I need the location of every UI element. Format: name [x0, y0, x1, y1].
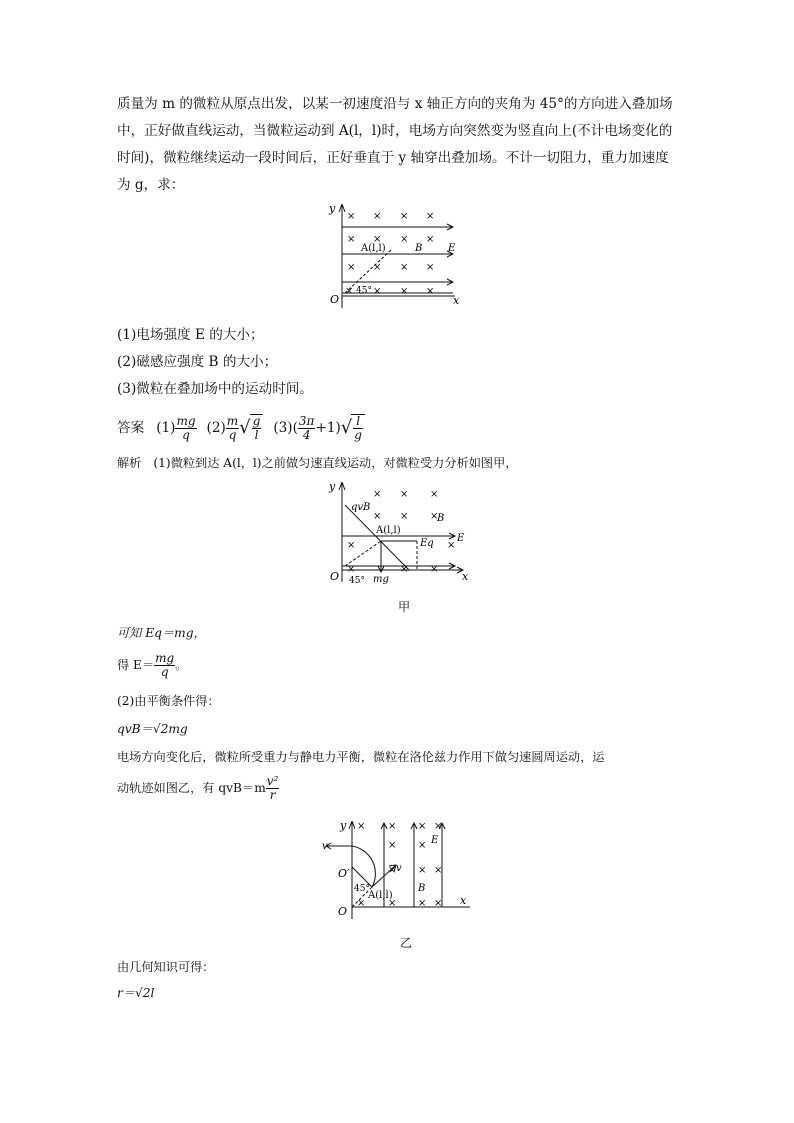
- svg-text:×: ×: [347, 234, 356, 245]
- question-2: (2)磁感应强度 B 的大小；: [117, 354, 278, 370]
- fig2-mg-label: mg: [373, 574, 389, 585]
- fig3-v-left-label: v: [322, 841, 328, 852]
- answer-3-fraction: $\frac{3\pi}{4}$: [298, 413, 315, 442]
- fig1-angle-label: 45°: [356, 286, 372, 296]
- question-1: (1)电场强度 E 的大小；: [117, 327, 264, 343]
- problem-line-2: 中，正好做直线运动，当微粒运动到 A(l，l)时，电场方向突然变为竖直向上(不计电场变化的: [117, 123, 673, 139]
- svg-text:×: ×: [357, 898, 366, 909]
- svg-text:×: ×: [373, 489, 382, 500]
- answer-2-fraction: $\frac{m}{q}$: [226, 413, 239, 442]
- fig2-angle-label: 45°: [349, 576, 365, 586]
- problem-line-1: 质量为 m 的微粒从原点出发，以某一初速度沿与 x 轴正方向的夹角为 45°的方向进入叠加场: [117, 96, 673, 112]
- problem-line-3: 时间)，微粒继续运动一段时间后，正好垂直于 y 轴穿出叠加场。不计一切阻力，重力加速度: [117, 150, 669, 166]
- fig2-y-label: y: [329, 480, 336, 493]
- svg-text:×: ×: [345, 286, 354, 297]
- fig3-e-label: E: [431, 835, 439, 846]
- svg-text:×: ×: [400, 564, 409, 575]
- fig3-x-label: x: [460, 894, 467, 907]
- svg-text:×: ×: [430, 489, 439, 500]
- svg-text:×: ×: [426, 234, 435, 245]
- fig2-point-a-label: A(l,l): [376, 525, 401, 536]
- svg-text:×: ×: [373, 211, 382, 222]
- svg-text:×: ×: [388, 898, 397, 909]
- analysis-label: 解析: [117, 456, 142, 470]
- svg-text:×: ×: [426, 211, 435, 222]
- svg-text:×: ×: [388, 840, 397, 851]
- analysis-line-8: 由几何知识可得：: [117, 960, 215, 974]
- fig2-qvb-label: qvB: [351, 502, 371, 513]
- svg-text:×: ×: [373, 511, 382, 522]
- svg-text:×: ×: [400, 262, 409, 273]
- fig3-b-label: B: [418, 883, 426, 894]
- answer-2-radical: $\frac{g}{l}$: [250, 414, 264, 442]
- fig3-center-label: O′: [338, 867, 350, 880]
- svg-text:×: ×: [400, 489, 409, 500]
- svg-text:×: ×: [418, 898, 427, 909]
- svg-text:×: ×: [400, 211, 409, 222]
- svg-text:×: ×: [400, 234, 409, 245]
- question-3: (3)微粒在叠加场中的运动时间。: [117, 381, 313, 397]
- fig2-origin-label: O: [330, 570, 340, 583]
- fig2-eq-label: Eq: [420, 538, 434, 549]
- analysis-line-1: 解析 (1)微粒到达 A(l，l)之前做匀速直线运动，对微粒受力分析如图甲，: [117, 456, 518, 470]
- figure-2: [325, 478, 475, 588]
- problem-line-4: 为 g，求：: [117, 177, 185, 193]
- fig3-point-a-label: A(l,l): [368, 890, 393, 901]
- svg-text:×: ×: [418, 865, 427, 876]
- svg-text:×: ×: [347, 262, 356, 273]
- fig3-origin-label: O: [338, 905, 348, 918]
- answer-1-fraction: $\frac{mg}{q}$: [176, 413, 196, 442]
- svg-text:×: ×: [434, 865, 443, 876]
- svg-text:×: ×: [347, 540, 356, 551]
- fig1-e-label: E: [448, 243, 456, 254]
- svg-text:×: ×: [426, 262, 435, 273]
- svg-text:×: ×: [418, 821, 427, 832]
- svg-text:×: ×: [347, 564, 356, 575]
- fig2-x-label: x: [462, 570, 469, 583]
- analysis-line-5: qvB＝√2mg: [117, 722, 188, 736]
- fig3-y-label: y: [340, 819, 347, 832]
- analysis-line-9: r＝√2l: [117, 986, 155, 1000]
- svg-text:×: ×: [373, 262, 382, 273]
- fig1-y-label: y: [329, 202, 336, 215]
- svg-text:×: ×: [388, 821, 397, 832]
- analysis-line-2: 可知 Eq＝mg，: [117, 626, 206, 640]
- analysis-line-6: 电场方向变化后，微粒所受重力与静电力平衡，微粒在洛伦兹力作用下做匀速圆周运动，运: [117, 750, 605, 764]
- answer-3-radical: $\frac{l}{g}$: [351, 414, 365, 442]
- fig3-v-right-label: v: [396, 863, 402, 874]
- svg-text:×: ×: [418, 840, 427, 851]
- fig2-b-label: B: [437, 513, 445, 524]
- svg-text:×: ×: [430, 564, 439, 575]
- fig3-angle-label: 45°: [354, 884, 370, 894]
- svg-text:×: ×: [357, 821, 366, 832]
- svg-text:×: ×: [373, 286, 382, 297]
- analysis-line-3: 得 E＝ $\frac{mg}{q}$ 。: [117, 650, 188, 679]
- answer-line: 答案 (1) $\frac{mg}{q}$ (2) $\frac{m}{q}$ √ $\frac{g}{l}$ (3)( $\frac{3\pi}{4}$ +1) √ $\frac{l}{g}$: [117, 408, 365, 448]
- analysis-line-7: 动轨迹如图乙，有 qvB＝m $\frac{\text{v²}}{r}$: [117, 773, 279, 802]
- svg-text:×: ×: [347, 211, 356, 222]
- svg-text:×: ×: [373, 234, 382, 245]
- figure-3: [318, 815, 478, 925]
- svg-text:×: ×: [388, 865, 397, 876]
- fig1-origin-label: O: [330, 293, 340, 306]
- figure-2-caption: 乙: [400, 936, 413, 950]
- fig1-point-a-label: A(l,l): [361, 243, 386, 254]
- figure-1-caption: 甲: [398, 600, 411, 614]
- svg-text:×: ×: [400, 286, 409, 297]
- analysis-line-4: (2)由平衡条件得：: [117, 694, 220, 708]
- answer-label: 答案: [117, 420, 145, 436]
- svg-text:×: ×: [430, 511, 439, 522]
- svg-text:×: ×: [434, 898, 443, 909]
- fig1-x-label: x: [453, 294, 460, 307]
- svg-text:×: ×: [426, 286, 435, 297]
- svg-text:×: ×: [400, 511, 409, 522]
- figure-1: [325, 200, 470, 315]
- svg-text:×: ×: [447, 540, 456, 551]
- fig2-e-label: E: [457, 533, 465, 544]
- svg-text:×: ×: [434, 821, 443, 832]
- fig1-b-label: B: [415, 243, 423, 254]
